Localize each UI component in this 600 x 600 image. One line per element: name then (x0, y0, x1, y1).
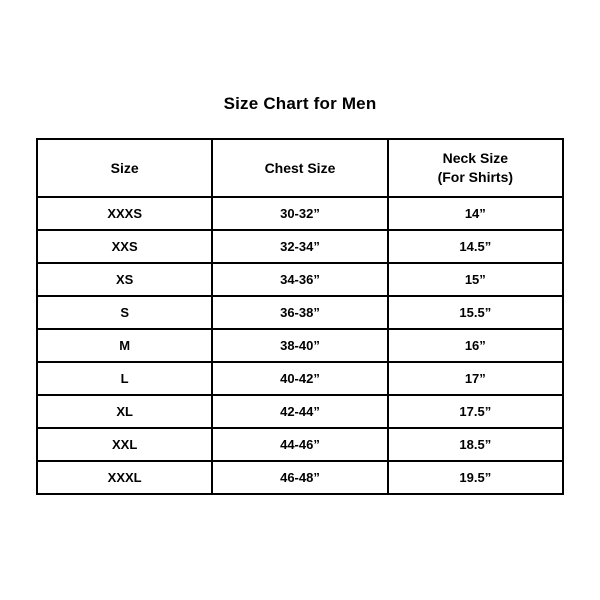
cell-size: XXXS (37, 197, 212, 230)
size-chart-table (36, 138, 564, 495)
cell-neck: 14” (388, 197, 563, 230)
cell-neck: 17.5” (388, 395, 563, 428)
table-row (37, 197, 563, 230)
column-header-chest-size-label: Chest Size (264, 159, 336, 176)
column-header-neck-size (388, 139, 563, 197)
cell-neck: 14.5” (388, 230, 563, 263)
cell-chest: 44-46” (212, 428, 387, 461)
cell-chest: 36-38” (212, 296, 387, 329)
table-row (37, 395, 563, 428)
table-header-row (37, 139, 563, 197)
cell-size: XXS (37, 230, 212, 263)
table-row (37, 362, 563, 395)
column-header-size (37, 139, 212, 197)
cell-size: XXXL (37, 461, 212, 494)
cell-size: XS (37, 263, 212, 296)
column-header-chest-size (212, 139, 387, 197)
cell-size: M (37, 329, 212, 362)
cell-chest: 30-32” (212, 197, 387, 230)
cell-chest: 40-42” (212, 362, 387, 395)
cell-chest: 46-48” (212, 461, 387, 494)
cell-neck: 19.5” (388, 461, 563, 494)
table-body (37, 197, 563, 494)
table-row (37, 329, 563, 362)
cell-chest: 38-40” (212, 329, 387, 362)
page-title: Size Chart for Men (223, 94, 377, 113)
cell-neck: 17” (388, 362, 563, 395)
cell-neck: 18.5” (388, 428, 563, 461)
cell-chest: 32-34” (212, 230, 387, 263)
cell-size: XXL (37, 428, 212, 461)
table-row (37, 230, 563, 263)
table-row (37, 461, 563, 494)
cell-size: L (37, 362, 212, 395)
table-row (37, 296, 563, 329)
column-header-neck-size-sublabel: (For Shirts) (437, 169, 514, 185)
cell-size: S (37, 296, 212, 329)
column-header-neck-size-label: Neck Size (442, 150, 508, 167)
cell-chest: 34-36” (212, 263, 387, 296)
cell-neck: 16” (388, 329, 563, 362)
table-row (37, 428, 563, 461)
cell-neck: 15.5” (388, 296, 563, 329)
table-row (37, 263, 563, 296)
cell-neck: 15” (388, 263, 563, 296)
table-header (37, 139, 563, 197)
cell-size: XL (37, 395, 212, 428)
cell-chest: 42-44” (212, 395, 387, 428)
column-header-size-label: Size (110, 159, 139, 176)
